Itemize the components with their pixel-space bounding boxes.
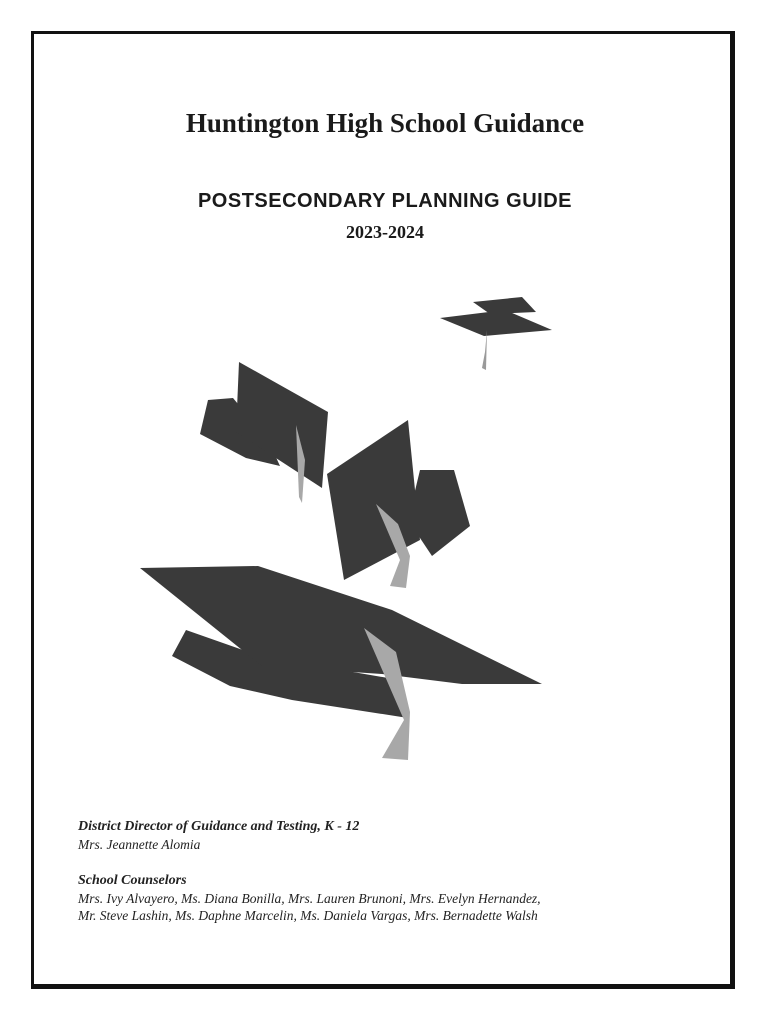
counselors-heading: School Counselors xyxy=(78,873,187,888)
counselors-line-1: Mrs. Ivy Alvayero, Ms. Diana Bonilla, Mrs. Lauren Brunoni, Mrs. Evelyn Hernandez, xyxy=(78,891,541,906)
school-title: Huntington High School Guidance xyxy=(185,108,585,138)
cap-upper-left-icon xyxy=(200,362,328,503)
director-name: Mrs. Jeannette Alomia xyxy=(78,837,201,852)
cap-middle-icon xyxy=(327,420,470,588)
director-heading: District Director of Guidance and Testing, K - 12 xyxy=(78,819,360,834)
counselors-line-2: Mr. Steve Lashin, Ms. Daphne Marcelin, Ms. Daniela Vargas, Mrs. Bernadette Walsh xyxy=(78,908,538,923)
cap-large-icon xyxy=(140,566,542,760)
guide-title: POSTSECONDARY PLANNING GUIDE xyxy=(197,190,573,212)
graduation-caps-illustration xyxy=(130,290,570,770)
small-cap-icon xyxy=(440,297,552,370)
guide-year: 2023-2024 xyxy=(346,222,424,242)
